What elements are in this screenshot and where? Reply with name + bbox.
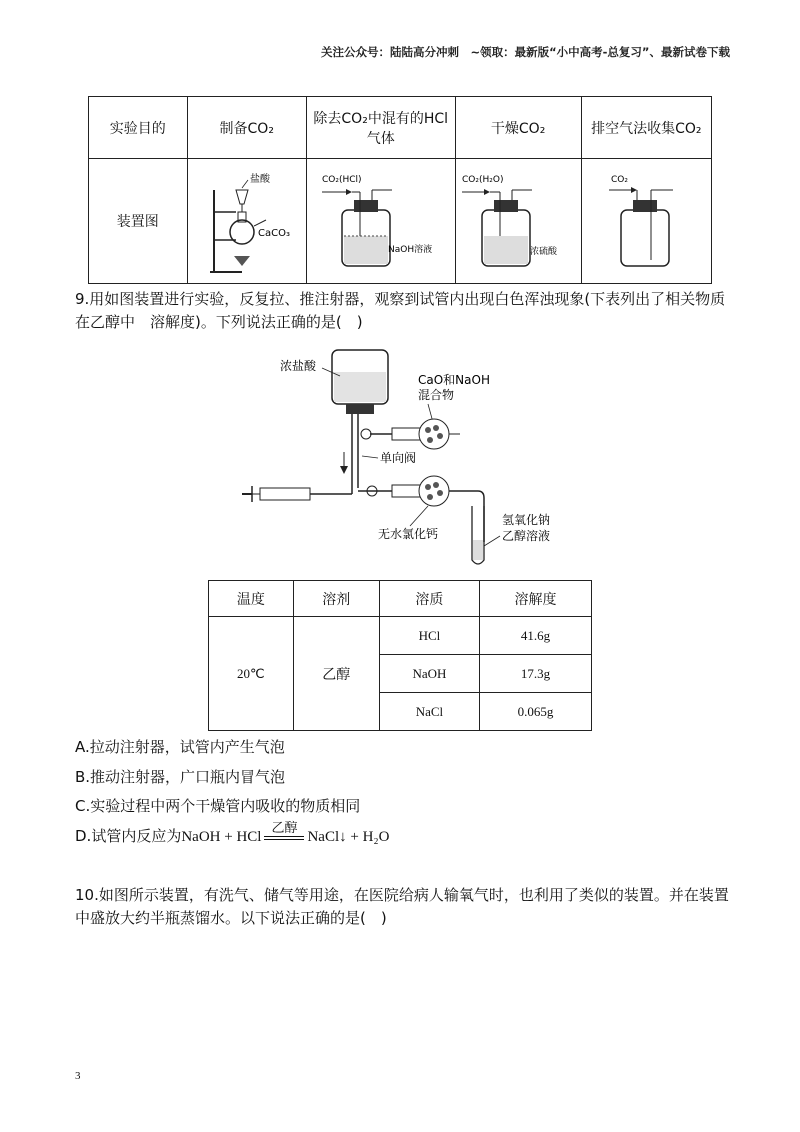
cell-solute: HCl	[379, 617, 479, 655]
option-d	[75, 822, 389, 848]
option-a: A.拉动注射器，试管内产生气泡	[75, 738, 285, 756]
header-cell-remove-hcl: 除去CO₂中混有的HCl气体	[306, 97, 455, 159]
page-number: 3	[75, 1070, 81, 1082]
label-hcl: 盐酸	[249, 174, 270, 185]
option-d-prefix: D.试管内反应为	[75, 827, 182, 845]
col-header-temperature: 温度	[209, 581, 294, 617]
cell-solubility: 17.3g	[480, 655, 592, 693]
option-c: C.实验过程中两个干燥管内吸收的物质相同	[75, 797, 361, 815]
label-mixture-line2: 混合物	[418, 388, 455, 402]
label-solution-line2: 乙醇溶液	[502, 529, 551, 543]
label-co2: CO₂	[611, 175, 629, 185]
experiment-table	[88, 96, 712, 284]
label-conc-hcl: 浓盐酸	[280, 359, 317, 373]
naoh-wash-bottle-figure	[316, 160, 446, 278]
header-cell-collect: 排空气法收集CO₂	[581, 97, 711, 159]
sulfuric-acid-bottle-figure	[458, 160, 578, 278]
figure-prepare-co2	[187, 159, 306, 284]
label-cacl2: 无水氯化钙	[378, 527, 439, 541]
label-conc-acid: 浓硫酸	[530, 247, 558, 257]
label-solution-line1: 氢氧化钠	[502, 513, 551, 527]
figure-remove-hcl	[306, 159, 455, 284]
col-header-solute: 溶质	[379, 581, 479, 617]
cell-solvent: 乙醇	[293, 617, 379, 731]
prepare-apparatus-figure	[192, 160, 302, 278]
question-10-stem: 10.如图所示装置，有洗气、储气等用途，在医院给病人输氧气时，也利用了类似的装置。并在装置中盛放大约半瓶蒸馏水。以下说法正确的是( )	[75, 886, 729, 928]
row-label-apparatus: 装置图	[89, 159, 188, 284]
option-d-reactants: NaOH + HCl	[181, 829, 262, 845]
cell-solute: NaOH	[379, 655, 479, 693]
figure-dry-co2	[455, 159, 581, 284]
header-cell-prepare: 制备CO₂	[187, 97, 306, 159]
label-co2-h2o: CO₂(H₂O)	[462, 175, 504, 185]
question-9-stem: 9.用如图装置进行实验，反复拉、推注射器，观察到试管内出现白色浑浊现象(下表列出了相关物质在乙醇中 溶解度)。下列说法正确的是( )	[75, 290, 726, 332]
header-cell-purpose: 实验目的	[89, 97, 188, 159]
cell-solubility: 41.6g	[480, 617, 592, 655]
cell-solubility: 0.065g	[480, 693, 592, 731]
col-header-solubility: 溶解度	[480, 581, 592, 617]
cell-temperature: 20℃	[209, 617, 294, 731]
label-caco3: CaCO₃	[257, 228, 290, 239]
label-mixture-line1: CaO和NaOH	[418, 373, 490, 387]
figure-collect-co2	[581, 159, 711, 284]
solubility-table	[208, 580, 592, 731]
option-d-arrow	[264, 822, 304, 848]
label-co2-hcl: CO₂(HCl)	[321, 175, 362, 185]
option-b: B.推动注射器，广口瓶内冒气泡	[75, 768, 286, 786]
page-header: 关注公众号：陆陆高分冲刺 ~领取：最新版“小中高考-总复习”、最新试卷下载	[320, 45, 730, 59]
label-check-valve: 单向阀	[380, 451, 417, 465]
reaction-equals-sign	[264, 836, 304, 840]
option-d-products: NaCl↓ + H₂O	[307, 829, 390, 845]
option-d-condition: 乙醇	[271, 821, 298, 836]
label-naoh-solution: NaOH溶液	[387, 245, 432, 255]
col-header-solvent: 溶剂	[293, 581, 379, 617]
collection-bottle-figure	[591, 160, 701, 278]
header-cell-dry: 干燥CO₂	[455, 97, 581, 159]
cell-solute: NaCl	[379, 693, 479, 731]
q9-apparatus-figure	[232, 346, 572, 576]
